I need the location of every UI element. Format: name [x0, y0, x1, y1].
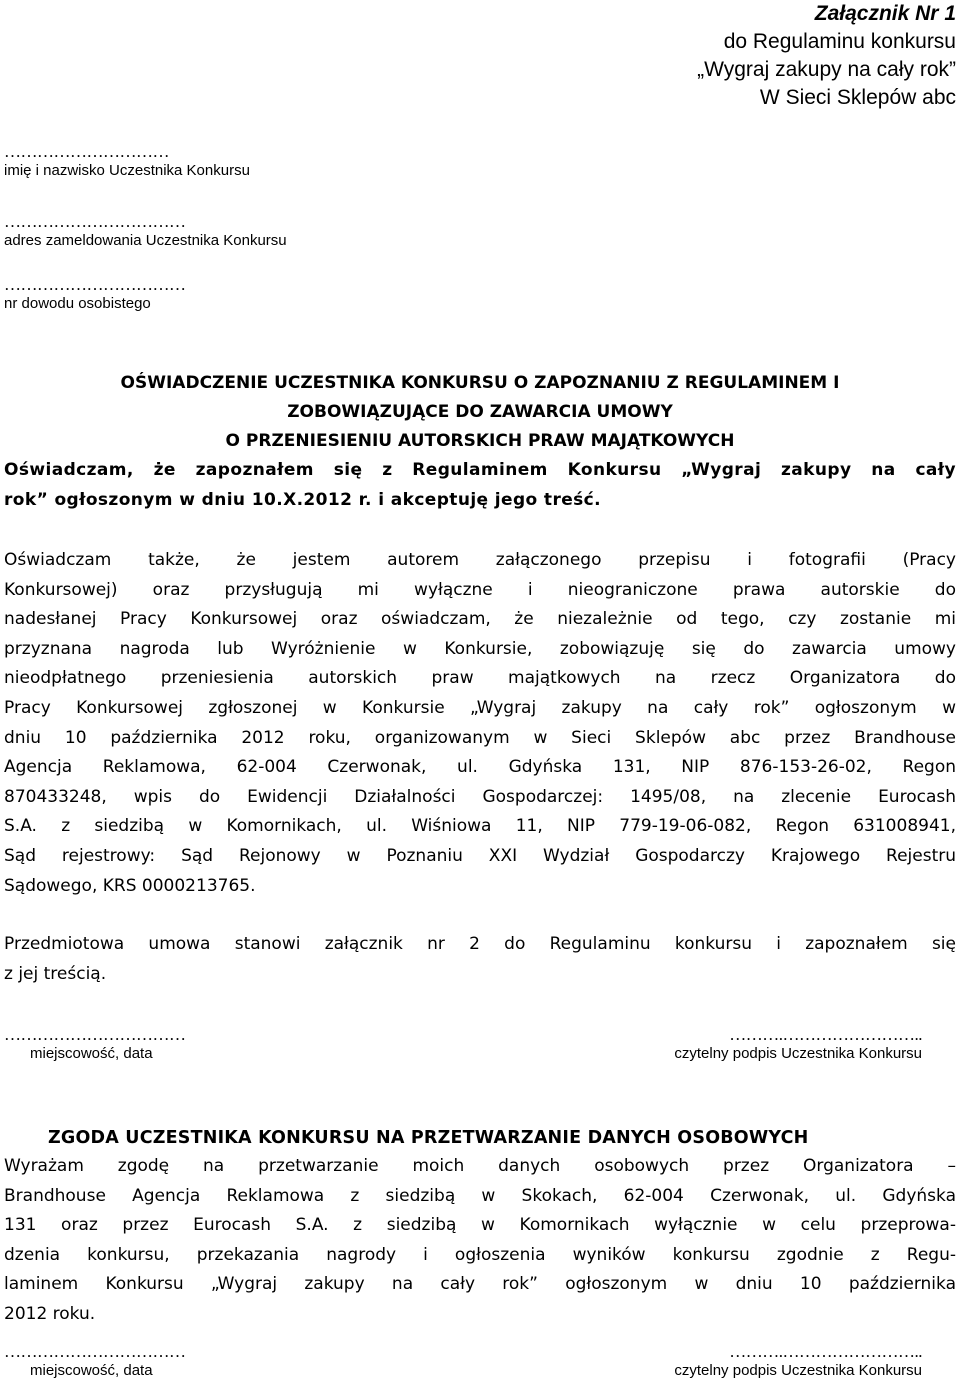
signature-label: czytelny podpis Uczestnika Konkursu	[674, 1362, 922, 1379]
id-label: nr dowodu osobistego	[4, 295, 151, 312]
statement-line: Oświadczam, że zapoznałem się z Regulaminem Konkursu „Wygraj zakupy na cały	[4, 460, 956, 480]
body-line: Pracy Konkursowej zgłoszonej w Konkursie „Wygraj zakupy na cały rok” ogłoszonym w	[4, 697, 956, 718]
body-line: Sądowego, KRS 0000213765.	[4, 875, 256, 896]
signature-fill-line: ……….……………………..	[729, 1025, 922, 1044]
body-line: 870433248, wpis do Ewidencji Działalności Gospodarczej: 1495/08, na zlecenie Eurocash	[4, 786, 956, 807]
name-label: imię i nazwisko Uczestnika Konkursu	[4, 162, 250, 179]
consent-body	[4, 1152, 956, 1330]
consent-line: dzenia konkursu, przekazania nagrody i ogłoszenia wyników konkursu zgodnie z Regu-	[4, 1244, 956, 1265]
annex-paragraph	[4, 930, 956, 989]
body-line: S.A. z siedzibą w Komornikach, ul. Wiśniowa 11, NIP 779-19-06-082, Regon 631008941,	[4, 816, 956, 837]
consent-line: 2012 roku.	[4, 1303, 96, 1324]
declaration-title-line-3: O PRZENIESIENIU AUTORSKICH PRAW MAJĄTKOWYCH	[225, 431, 735, 451]
name-fill-line: …………………………	[4, 142, 169, 161]
body-line: Agencja Reklamowa, 62-004 Czerwonak, ul. Gdyńska 131, NIP 876-153-26-02, Regon	[4, 757, 956, 778]
statement-line: rok” ogłoszonym w dniu 10.X.2012 r. i akceptuję jego treść.	[4, 489, 602, 510]
consent-line: Wyrażam zgodę na przetwarzanie moich danych osobowych przez Organizatora –	[4, 1156, 956, 1176]
consent-line: Brandhouse Agencja Reklamowa z siedzibą w Skokach, 62-004 Czerwonak, ul. Gdyńska	[4, 1185, 956, 1206]
contest-name: „Wygraj zakupy na cały rok”	[697, 58, 956, 81]
body-line: dniu 10 października 2012 roku, organizowanym w Sieci Sklepów abc przez Brandhouse	[4, 727, 956, 748]
place-date-fill-line: ……………………………	[4, 1342, 186, 1361]
annex-number: Załącznik Nr 1	[814, 2, 956, 25]
signature-fill-line: ……….……………………..	[729, 1342, 922, 1361]
body-line: Konkursowej) oraz przysługują mi wyłączne i nieograniczone prawa autorskie do	[4, 579, 956, 600]
body-line: nadesłanej Pracy Konkursowej oraz oświadczam, że niezależnie od tego, czy zostanie mi	[4, 609, 956, 630]
declaration-title-line-1: OŚWIADCZENIE UCZESTNIKA KONKURSU O ZAPOZNANIU Z REGULAMINEM I	[120, 373, 840, 393]
body-line: przyznana nagroda lub Wyróżnienie w Konkursie, zobowiązuję się do zawarcia umowy	[4, 638, 956, 659]
address-label: adres zameldowania Uczestnika Konkursu	[4, 232, 287, 249]
annex-line: Przedmiotowa umowa stanowi załącznik nr 2 do Regulaminu konkursu i zapoznałem się	[4, 934, 956, 954]
consent-line: laminem Konkursu „Wygraj zakupy na cały rok” ogłoszonym w dniu 10 października	[4, 1274, 956, 1295]
body-line: Oświadczam także, że jestem autorem załączonego przepisu i fotografii (Pracy	[4, 550, 956, 570]
declaration-title-line-2: ZOBOWIĄZUJĄCE DO ZAWARCIA UMOWY	[287, 402, 673, 422]
signature-label: czytelny podpis Uczestnika Konkursu	[674, 1045, 922, 1062]
body-line: Sąd rejestrowy: Sąd Rejonowy w Poznaniu XXI Wydział Gospodarczy Krajowego Rejestru	[4, 845, 956, 866]
place-date-label: miejscowość, data	[30, 1045, 153, 1062]
regulation-reference: do Regulaminu konkursu	[723, 30, 956, 53]
body-line: nieodpłatnego przeniesienia autorskich praw majątkowych na rzecz Organizatora do	[4, 668, 956, 689]
declaration-statement	[4, 456, 956, 515]
consent-line: 131 oraz przez Eurocash S.A. z siedzibą w Komornikach wyłącznie w celu przeprowa-	[4, 1215, 956, 1236]
place-date-label: miejscowość, data	[30, 1362, 153, 1379]
store-network: W Sieci Sklepów abc	[759, 86, 956, 109]
consent-title: ZGODA UCZESTNIKA KONKURSU NA PRZETWARZANIE DANYCH OSOBOWYCH	[48, 1128, 809, 1148]
declaration-body	[4, 546, 956, 901]
annex-line: z jej treścią.	[4, 963, 107, 984]
place-date-fill-line: ……………………………	[4, 1025, 186, 1044]
address-fill-line: ……………………………	[4, 212, 186, 231]
annex-header	[697, 0, 956, 112]
id-fill-line: ……………………………	[4, 275, 186, 294]
